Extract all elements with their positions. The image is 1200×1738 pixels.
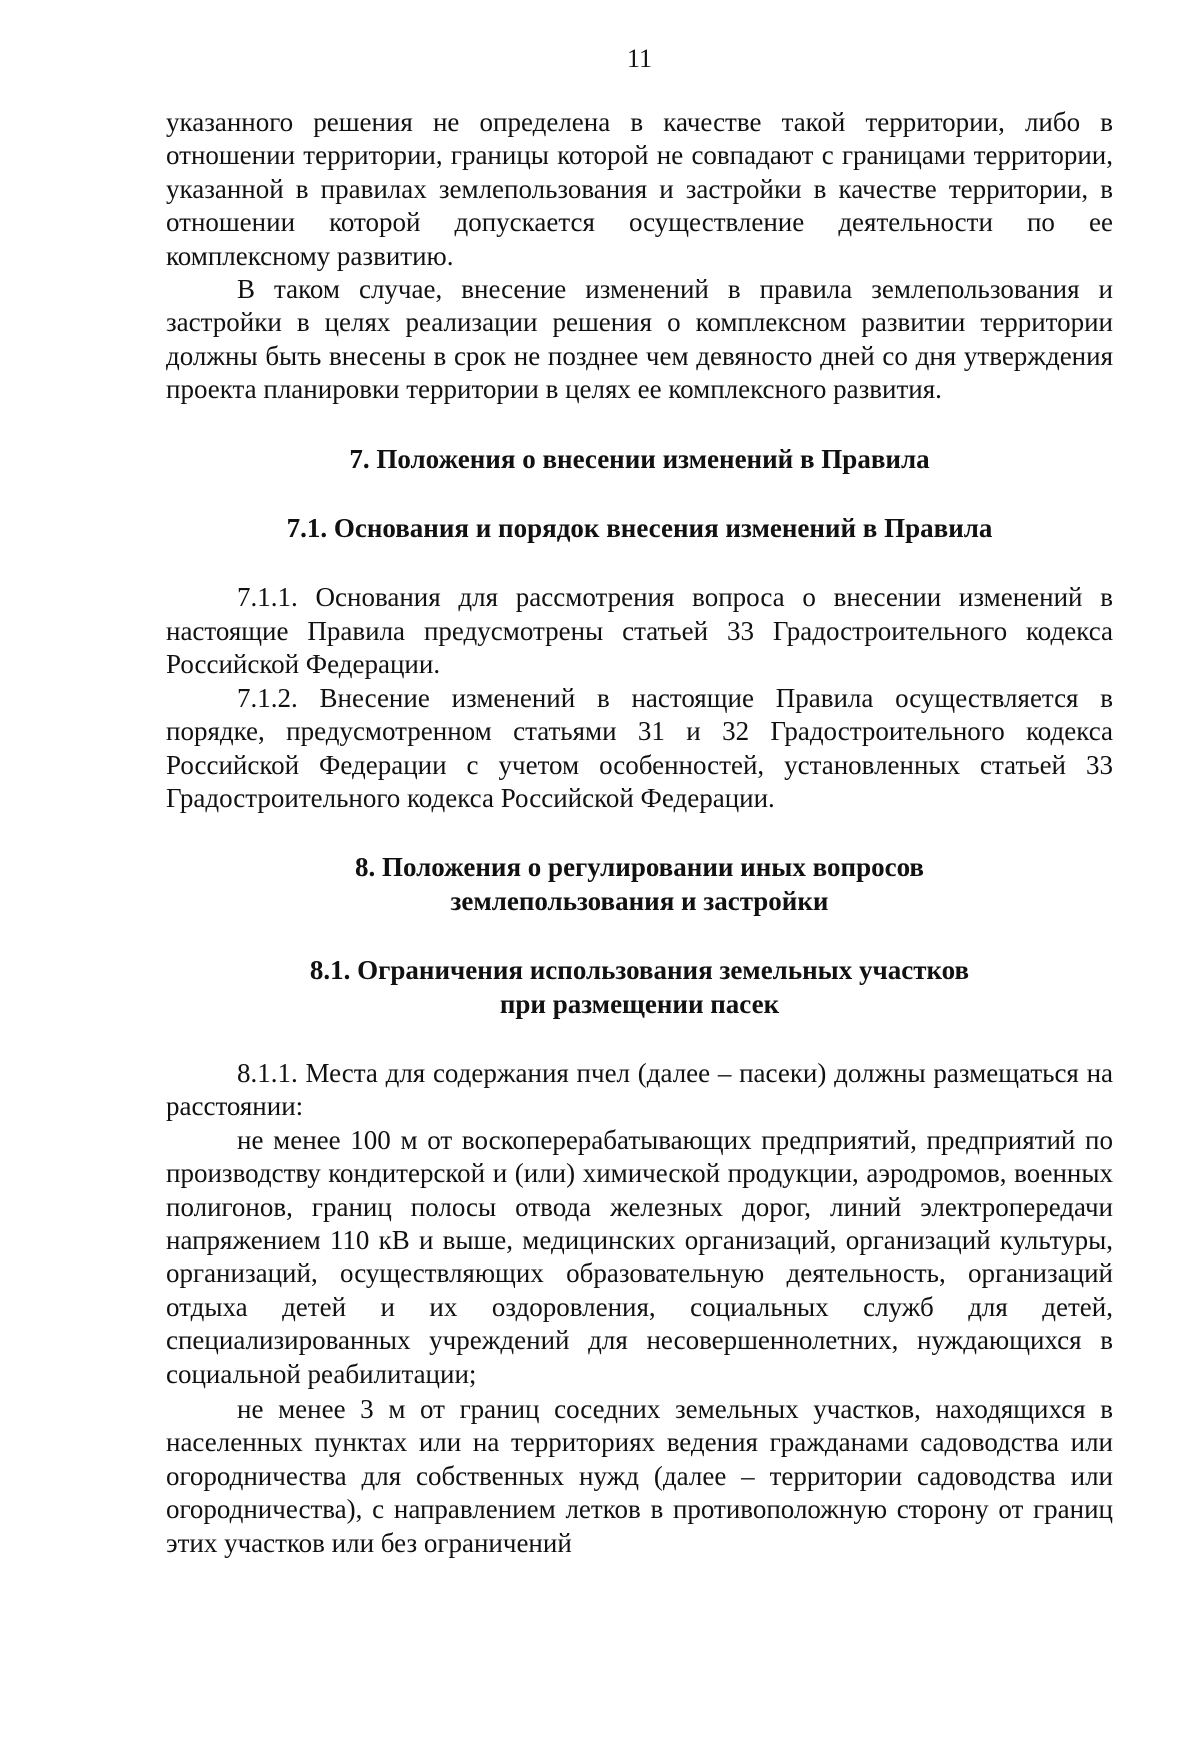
page-number: 11 (626, 44, 653, 73)
paragraph-8-1-1: 8.1.1. Места для содержания пчел (далее – пасеки) должны размещаться на расстоянии: (166, 1057, 1113, 1122)
section-8-1-heading-line: 8.1. Ограничения использования земельных участков (309, 955, 970, 986)
paragraph-7-1-2: 7.1.2. Внесение изменений в настоящие Правила осуществляется в порядке, предусмотренном статьями 31 и 32 Градостроительного кодекса Российской Федерации с учетом особенностей, установленных статьей 33 Градостроительного кодекса Российской Федерации. (166, 682, 1113, 813)
section-8-heading-line: 8. Положения о регулировании иных вопросов (355, 852, 924, 883)
section-7-1-heading: 7.1. Основания и порядок внесения изменений в Правила (286, 513, 993, 544)
paragraph-8-1-1-a: не менее 100 м от воскоперерабатывающих предприятий, предприятий по производству кондитерской и (или) химической продукции, аэродромов, военных полигонов, границ полосы отвода железных дорог, линий электропередачи напряжением 110 кВ и выше, медицинских организаций, организаций культуры, организаций, осуществляющих образовательную деятельность, организаций отдыха детей и их оздоровления, социальных служб для детей, специализированных учреждений для несовершеннолетних, нуждающихся в социальной реабилитации; (166, 1124, 1113, 1389)
paragraph-7-1-1: 7.1.1. Основания для рассмотрения вопроса о внесении изменений в настоящие Правила предусмотрены статьей 33 Градостроительного кодекса Российской Федерации. (166, 582, 1113, 680)
section-8-1-heading (166, 954, 1113, 1021)
section-8-heading-line: землепользования и застройки (450, 885, 829, 916)
section-8-heading (166, 851, 1113, 918)
section-7-heading: 7. Положения о внесении изменений в Правила (349, 443, 930, 474)
section-8-1-heading-line: при размещении пасек (499, 988, 780, 1019)
document-body (166, 106, 1113, 1560)
paragraph: В таком случае, внесение изменений в правила землепользования и застройки в целях реализации решения о комплексном развитии территории должны быть внесены в срок не позднее чем девяносто дней со дня утверждения проекта планировки территории в целях ее комплексного развития. (166, 274, 1113, 405)
paragraph-8-1-1-b: не менее 3 м от границ соседних земельных участков, находящихся в населенных пунктах или на территориях ведения гражданами садоводства или огородничества для собственных нужд (далее – территории садоводства или огородничества), с направлением летков в противоположную сторону от границ этих участков или без ограничений (166, 1394, 1113, 1558)
paragraph-continuation: указанного решения не определена в качестве такой территории, либо в отношении территории, границы которой не совпадают с границами территории, указанной в правилах землепользования и застройки в качестве территории, в отношении которой допускается осуществление деятельности по ее комплексному развитию. (166, 107, 1113, 271)
